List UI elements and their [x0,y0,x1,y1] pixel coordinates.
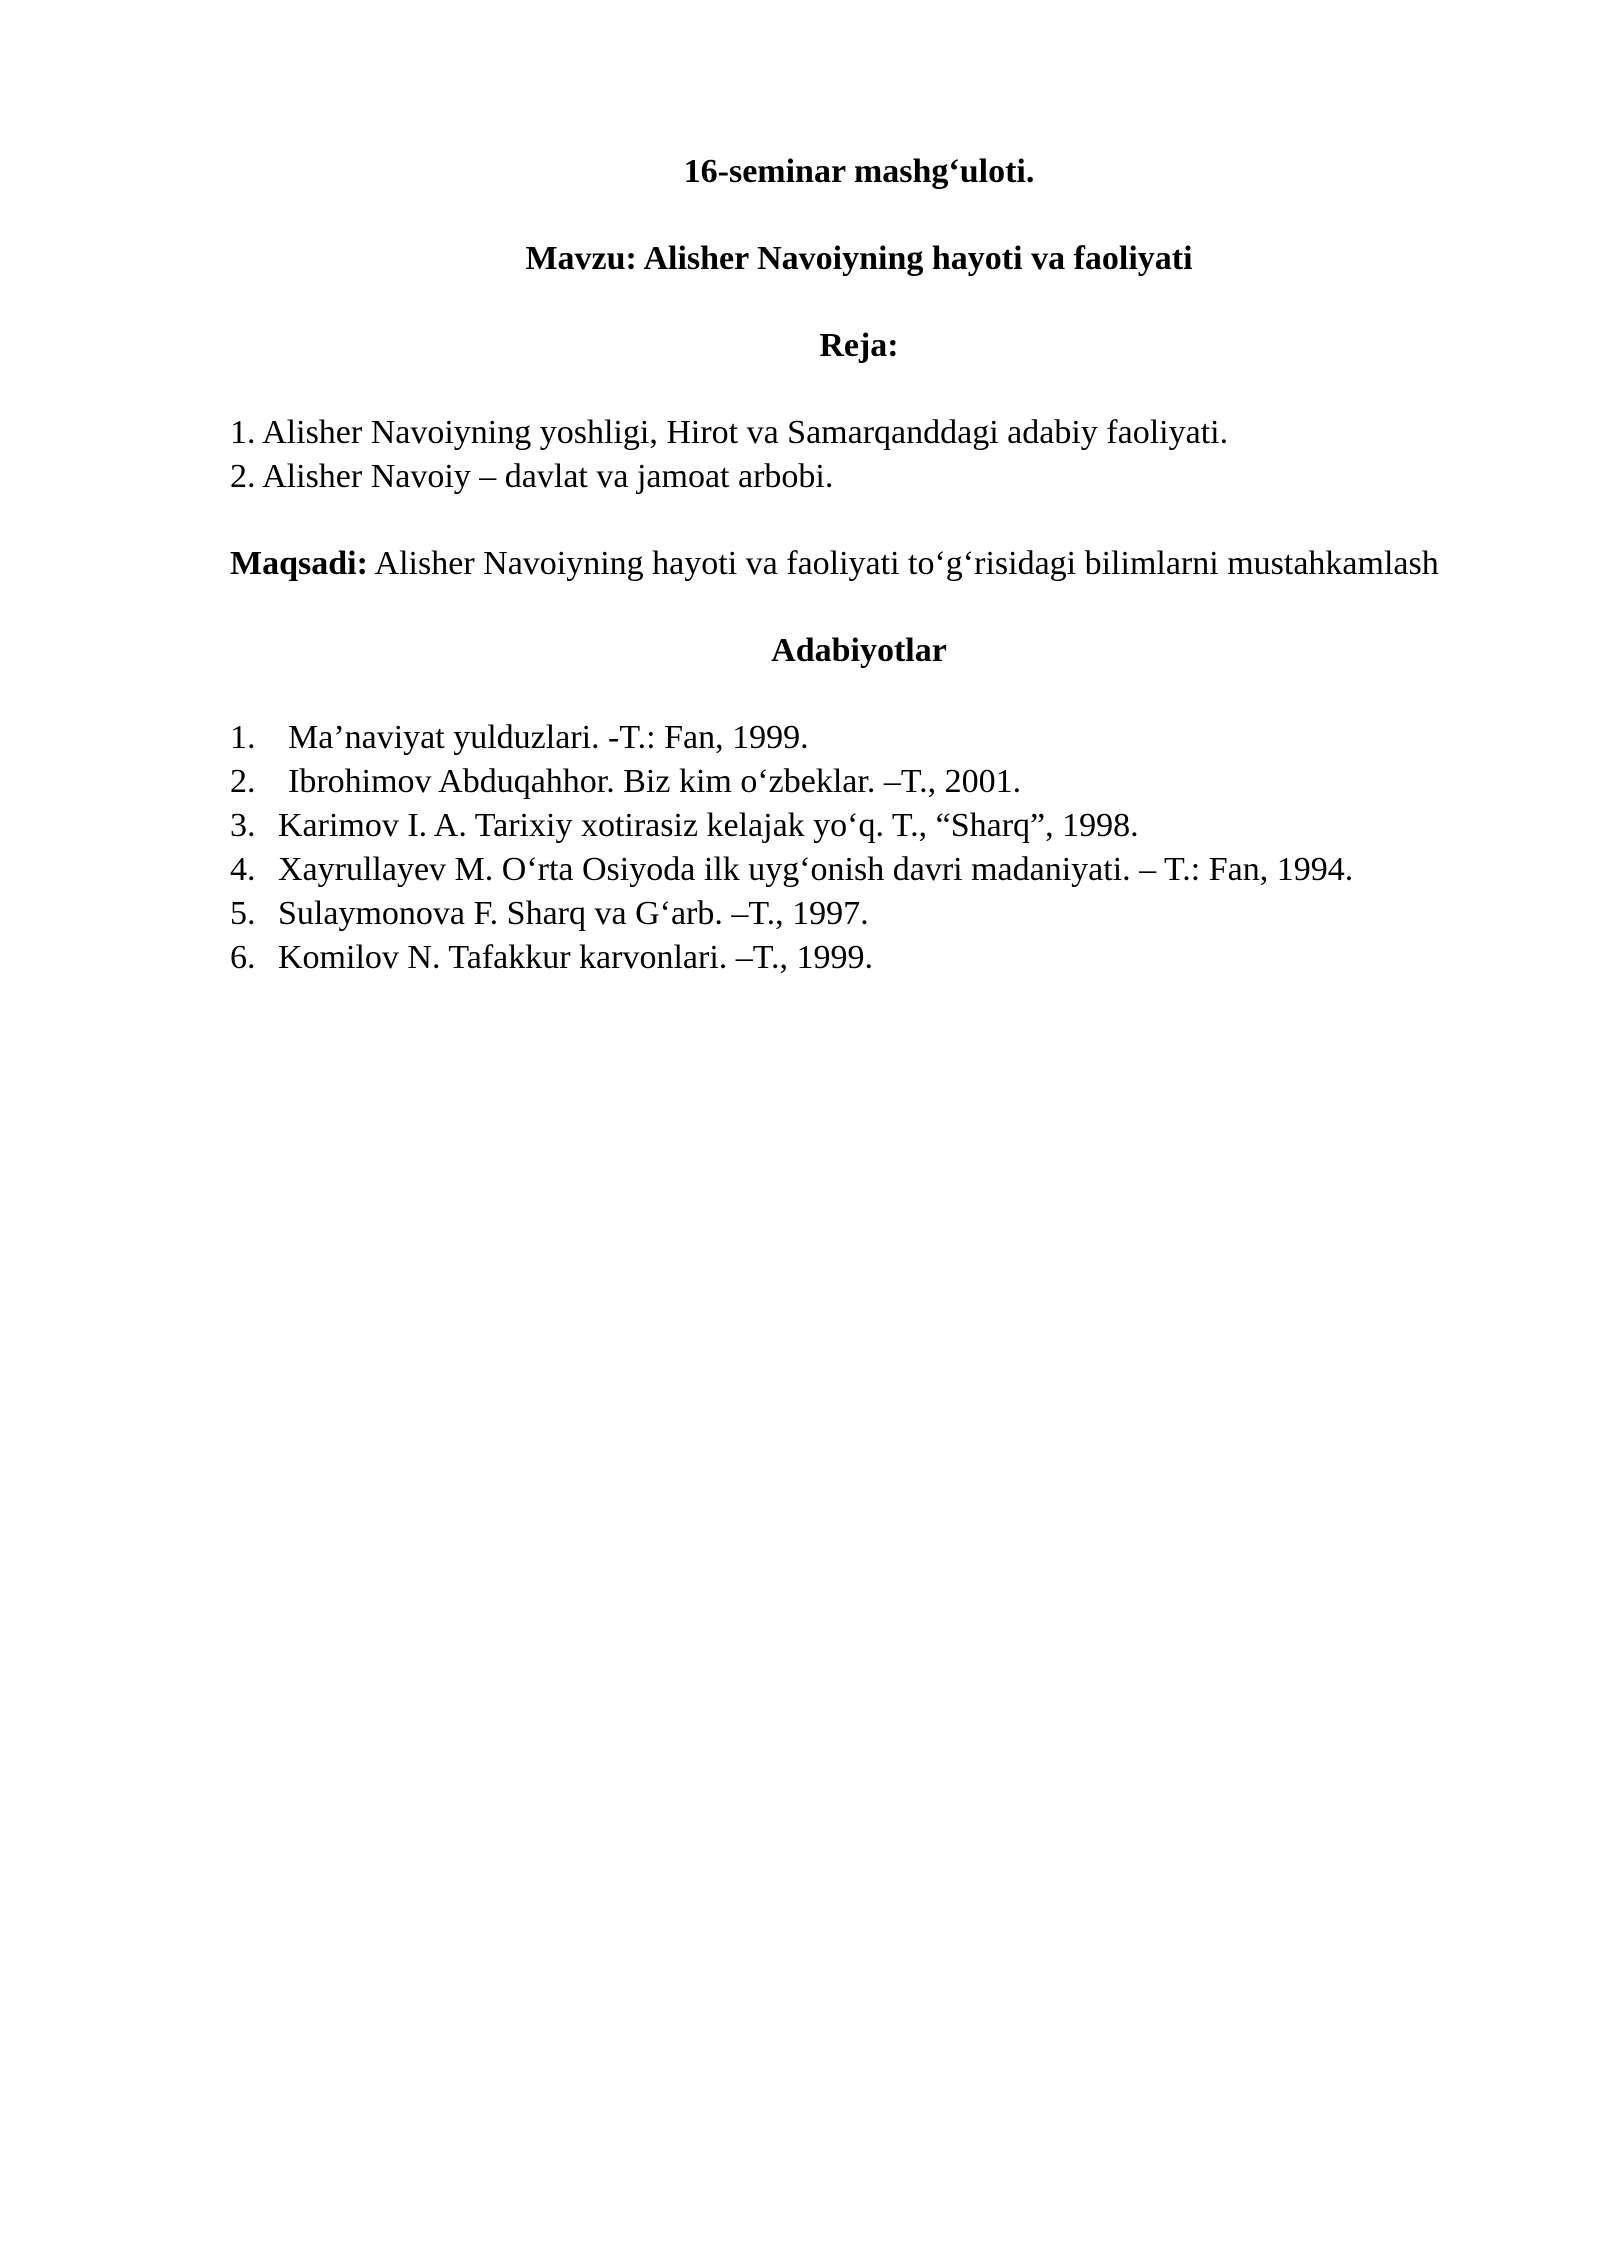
goal-label: Maqsadi: [230,545,368,582]
literature-item [230,936,1488,980]
seminar-title: 16-seminar mashg‘uloti. [683,153,1035,190]
literature-number: 3. [230,807,256,844]
goal-paragraph [230,542,1488,586]
literature-text: Ibrohimov Abduqahhor. Biz kim o‘zbeklar. –T., 2001. [288,763,1022,800]
literature-number: 4. [230,851,256,888]
plan-item: 1. Alisher Navoiyning yoshligi, Hirot va Samarqanddagi adabiy faoliyati. [230,414,1229,451]
document-content [230,150,1488,980]
literature-number: 6. [230,939,256,976]
literature-item [230,804,1488,848]
literature-item [230,716,1488,760]
literature-number: 2. [230,763,256,800]
literature-list [230,716,1488,980]
literature-text: Karimov I. A. Tarixiy xotirasiz kelajak yo‘q. T., “Sharq”, 1998. [278,807,1139,844]
literature-text: Sulaymonova F. Sharq va G‘arb. –T., 1997. [278,895,869,932]
literature-number: 5. [230,895,256,932]
plan-list [230,411,1488,499]
topic-title: Mavzu: Alisher Navoiyning hayoti va faoliyati [525,240,1193,277]
literature-text: Komilov N. Tafakkur karvonlari. –T., 1999. [278,939,874,976]
literature-text: Xayrullayev M. O‘rta Osiyoda ilk uyg‘onish davri madaniyati. – T.: Fan, 1994. [278,851,1354,888]
literature-item [230,760,1488,804]
goal-text: Alisher Navoiyning hayoti va faoliyati to‘g‘risidagi bilimlarni mustahkamlash [367,545,1439,582]
literature-item [230,848,1488,892]
literature-number: 1. [230,719,256,756]
literature-item [230,892,1488,936]
literature-title: Adabiyotlar [771,632,947,669]
plan-item: 2. Alisher Navoiy – davlat va jamoat arbobi. [230,458,834,495]
literature-text: Ma’naviyat yulduzlari. -T.: Fan, 1999. [288,719,809,756]
plan-title: Reja: [819,327,899,364]
